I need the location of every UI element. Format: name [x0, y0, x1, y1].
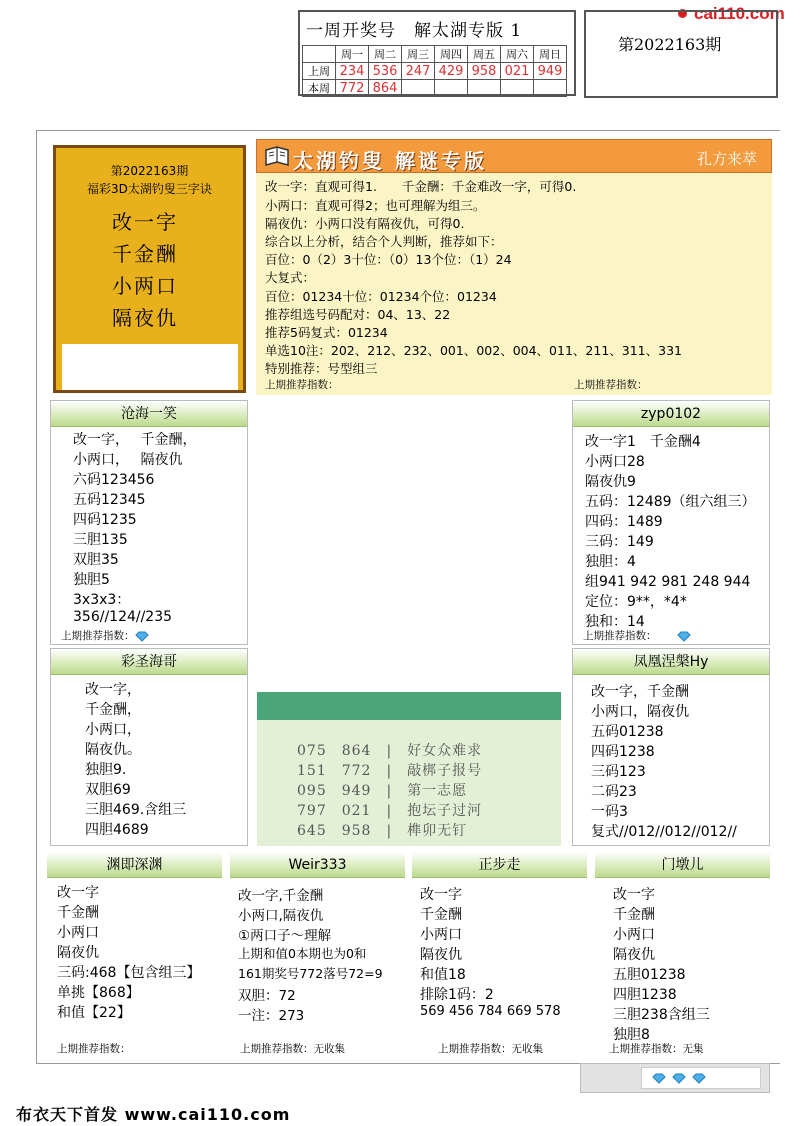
expert-line: 小两口 [613, 927, 655, 943]
expert-line: 四胆1238 [613, 987, 677, 1003]
expert-line: 独胆9. [85, 762, 127, 778]
draw-number [468, 80, 501, 97]
expert-line: 小两口， [85, 722, 141, 738]
analysis-line: 推荐组选号码配对：04、13、22 [265, 307, 451, 322]
expert-line: 排除1码：2 [420, 987, 494, 1003]
expert-line: 双胆35 [73, 552, 119, 568]
draw-number [402, 80, 435, 97]
expert-line: 复式//012//012//012// [591, 824, 737, 840]
riddle-line: 改一字 [112, 210, 178, 234]
expert-line: 一注：273 [238, 1008, 305, 1024]
expert-line: 小两口,隔夜仇 [238, 908, 324, 924]
expert-line: 五码12345 [73, 492, 146, 508]
analysis-line: 小两口：直观可得2；也可理解为组三。 [265, 198, 486, 213]
history-row: 075 864 | 好女众难求 [297, 743, 483, 759]
expert-line: 千金酬 [613, 907, 655, 923]
expert-line: 小两口 [420, 927, 462, 943]
analysis-line: 特别推荐：号型组三 [265, 361, 378, 376]
expert-line: 双胆：72 [238, 988, 296, 1004]
day-header: 周日 [534, 46, 567, 63]
last-week-row [303, 63, 567, 80]
expert-line: 五码：12489（组六组三） [585, 494, 756, 510]
expert-box-weir [230, 852, 405, 1058]
expert-line: 一码3 [591, 804, 628, 820]
draw-number: 772 [336, 80, 369, 97]
expert-line: 改一字，千金酬 [591, 684, 689, 700]
history-issue: 095 [297, 783, 327, 799]
expert-line: ①两口子～理解 [238, 928, 332, 944]
expert-line: 改一字， [85, 682, 141, 698]
expert-box-zhengbu [412, 852, 587, 1058]
expert-line: 四码：1489 [585, 514, 663, 530]
special-title: 太湖钓叟 解谜专版 [293, 149, 487, 173]
draw-number: 864 [369, 80, 402, 97]
history-row: 645 958 | 榫卯无钉 [297, 823, 468, 839]
history-number: 958 [341, 823, 372, 839]
expert-line: 三码：149 [585, 534, 654, 550]
history-header-bar [257, 692, 561, 720]
history-row: 151 772 | 敲梆子报号 [297, 763, 483, 779]
history-riddle: 敲梆子报号 [407, 763, 483, 779]
logo-text: cai110.com [694, 4, 785, 23]
history-riddle: 第一志愿 [407, 783, 468, 799]
expert-line: 五码01238 [591, 724, 664, 740]
expert-line: 四码1235 [73, 512, 137, 528]
expert-box-fenghuang [572, 648, 770, 846]
expert-line: 独和：14 [585, 614, 645, 630]
this-week-row [303, 80, 567, 97]
riddle-blank-area [62, 344, 238, 390]
riddle-issue: 第2022163期 [110, 164, 189, 178]
index-label: 上期推荐指数： [61, 630, 135, 642]
expert-line: 千金酬 [420, 907, 462, 923]
day-header: 周四 [435, 46, 468, 63]
weekday-row [303, 46, 567, 63]
analysis-line: 百位：01234十位：01234个位：01234 [265, 289, 497, 304]
history-number: 772 [341, 763, 372, 779]
draw-number [534, 80, 567, 97]
expert-name: 正步走 [412, 852, 587, 878]
day-header: 周三 [402, 46, 435, 63]
corner-cell [303, 46, 336, 63]
expert-name: 门墩儿 [595, 852, 770, 878]
issue-box [584, 10, 778, 98]
history-riddle: 好女众难求 [407, 743, 483, 759]
riddle-line: 小两口 [112, 274, 178, 298]
expert-line: 小两口28 [585, 454, 645, 470]
draw-number: 247 [402, 63, 435, 80]
analysis-line: 大复式： [265, 270, 316, 285]
history-issue: 151 [297, 763, 327, 779]
draw-number: 234 [336, 63, 369, 80]
expert-line: 小两口，隔夜仇 [591, 704, 689, 720]
rating-box [580, 1063, 770, 1093]
history-riddle: 榫卯无钉 [407, 823, 468, 839]
draw-number: 429 [435, 63, 468, 80]
row-label: 上周 [303, 63, 336, 80]
diamond-icon [692, 1073, 706, 1084]
expert-line: 改一字 [613, 887, 655, 903]
expert-line: 小两口 [57, 925, 99, 941]
expert-line: 上期和值0本期也为0和 [238, 946, 367, 961]
book-icon [263, 144, 291, 168]
expert-line: 隔夜仇。 [85, 742, 141, 758]
draw-number: 536 [369, 63, 402, 80]
recommend-index [61, 628, 149, 643]
draw-number [501, 80, 534, 97]
index-label: 上期推荐指数： [583, 630, 657, 642]
recommend-index: 上期推荐指数：无集 [609, 1043, 704, 1055]
history-number: 021 [341, 803, 372, 819]
history-row: 797 021 | 抱坛子过河 [297, 803, 483, 819]
expert-line: 隔夜仇 [613, 947, 655, 963]
footer-credit: 布衣天下首发 www.cai110.com [16, 1105, 291, 1124]
expert-line: 独胆5 [73, 572, 110, 588]
expert-line: 二码23 [591, 784, 637, 800]
expert-box-zyp [572, 400, 770, 645]
weekly-draw-table [298, 10, 576, 96]
analysis-line: 单选10注：202、212、232、001、002、004、011、211、311、331 [265, 343, 682, 358]
diamond-icon [677, 631, 691, 642]
expert-line: 五胆01238 [613, 967, 686, 983]
draw-number: 958 [468, 63, 501, 80]
expert-line: 569 456 784 669 578 [420, 1004, 561, 1019]
analysis-line: 改一字：直观可得1. 千金酬：千金难改一字，可得0. [265, 179, 577, 194]
expert-line: 改一字,千金酬 [238, 888, 324, 904]
day-header: 周二 [369, 46, 402, 63]
draw-number: 021 [501, 63, 534, 80]
weekly-grid [302, 45, 567, 97]
expert-name: zyp0102 [573, 401, 769, 427]
expert-line: 千金酬 [57, 905, 99, 921]
history-row: 095 949 | 第一志愿 [297, 783, 468, 799]
expert-line: 356//124//235 [73, 609, 173, 625]
expert-line: 三胆238含组三 [613, 1007, 710, 1023]
recommend-index: 上期推荐指数： [57, 1043, 131, 1055]
expert-line: 组941 942 981 248 944 [585, 574, 751, 590]
expert-line: 隔夜仇 [420, 947, 462, 963]
expert-line: 三胆469.含组三 [85, 802, 187, 818]
expert-line: 独胆：4 [585, 554, 636, 570]
riddle-panel [53, 145, 246, 393]
expert-line: 隔夜仇9 [585, 474, 636, 490]
analysis-line: 百位：0（2）3十位：（0）13个位：（1）24 [265, 252, 512, 267]
diamond-icon [672, 1073, 686, 1084]
expert-line: 四码1238 [591, 744, 655, 760]
day-header: 周五 [468, 46, 501, 63]
expert-line: 改一字1 千金酬4 [585, 434, 701, 450]
history-riddle: 抱坛子过河 [407, 803, 483, 819]
expert-line: 六码123456 [73, 472, 155, 488]
history-number: 949 [341, 783, 372, 799]
analysis-panel [256, 173, 772, 395]
day-header: 周六 [501, 46, 534, 63]
expert-box-caisheng [50, 648, 248, 846]
diamond-icon [652, 1073, 666, 1084]
expert-line: 单挑【868】 [57, 985, 140, 1001]
expert-line: 改一字， 千金酬， [73, 432, 197, 448]
row-label: 本周 [303, 80, 336, 97]
history-issue: 645 [297, 823, 327, 839]
expert-name: 渊即深渊 [47, 852, 222, 878]
riddle-subtitle: 福彩3D太湖钓叟三字诀 [87, 182, 212, 196]
analysis-line: 推荐5码复式：01234 [265, 325, 388, 340]
expert-line: 改一字 [420, 887, 462, 903]
expert-line: 小两口， 隔夜仇 [73, 452, 183, 468]
expert-box-mendun [595, 852, 770, 1058]
history-issue: 797 [297, 803, 327, 819]
expert-line: 三码:468【包含组三】 [57, 965, 201, 981]
recommend-index [583, 628, 691, 643]
recommend-index: 上期推荐指数：无收集 [438, 1043, 543, 1055]
expert-line: 独胆8 [613, 1027, 650, 1043]
history-issue: 075 [297, 743, 327, 759]
rating-diamonds [641, 1067, 761, 1089]
special-author: 孔方来萃 [696, 150, 757, 168]
recommend-index: 上期推荐指数：无收集 [240, 1043, 345, 1055]
recommend-index-left: 上期推荐指数： [265, 379, 339, 391]
history-list [257, 720, 561, 846]
expert-line: 千金酬， [85, 702, 141, 718]
expert-line: 三胆135 [73, 532, 128, 548]
special-header [256, 139, 772, 173]
expert-name: 彩圣海哥 [51, 649, 247, 675]
day-header: 周一 [336, 46, 369, 63]
recommend-index-right: 上期推荐指数： [574, 379, 648, 391]
expert-line: 定位：9**，*4* [585, 594, 687, 610]
expert-name: 凤凰涅槃Hy [573, 649, 769, 675]
weekly-title: 一周开奖号 解太湖专版 1 [306, 21, 523, 41]
expert-line: 隔夜仇 [57, 945, 99, 961]
analysis-line: 隔夜仇：小两口没有隔夜仇，可得0. [265, 216, 465, 231]
expert-line: 和值【22】 [57, 1005, 131, 1021]
expert-name: Weir333 [230, 852, 405, 878]
expert-line: 3x3x3： [73, 592, 131, 608]
draw-number [435, 80, 468, 97]
expert-line: 双胆69 [85, 782, 131, 798]
expert-line: 161期奖号772落号72=9 [238, 966, 383, 981]
riddle-line: 千金酬 [112, 242, 178, 266]
expert-line: 四胆4689 [85, 822, 149, 838]
history-number: 864 [341, 743, 372, 759]
issue-number: 第2022163期 [618, 35, 722, 54]
expert-line: 改一字 [57, 885, 99, 901]
expert-box-canghai [50, 400, 248, 645]
draw-number: 949 [534, 63, 567, 80]
riddle-line: 隔夜仇 [112, 306, 178, 330]
expert-name: 沧海一笑 [51, 401, 247, 427]
expert-box-yuanji [47, 852, 222, 1058]
expert-line: 三码123 [591, 764, 646, 780]
expert-line: 和值18 [420, 967, 466, 983]
diamond-icon [135, 631, 149, 642]
analysis-line: 综合以上分析，结合个人判断，推荐如下： [265, 234, 503, 249]
